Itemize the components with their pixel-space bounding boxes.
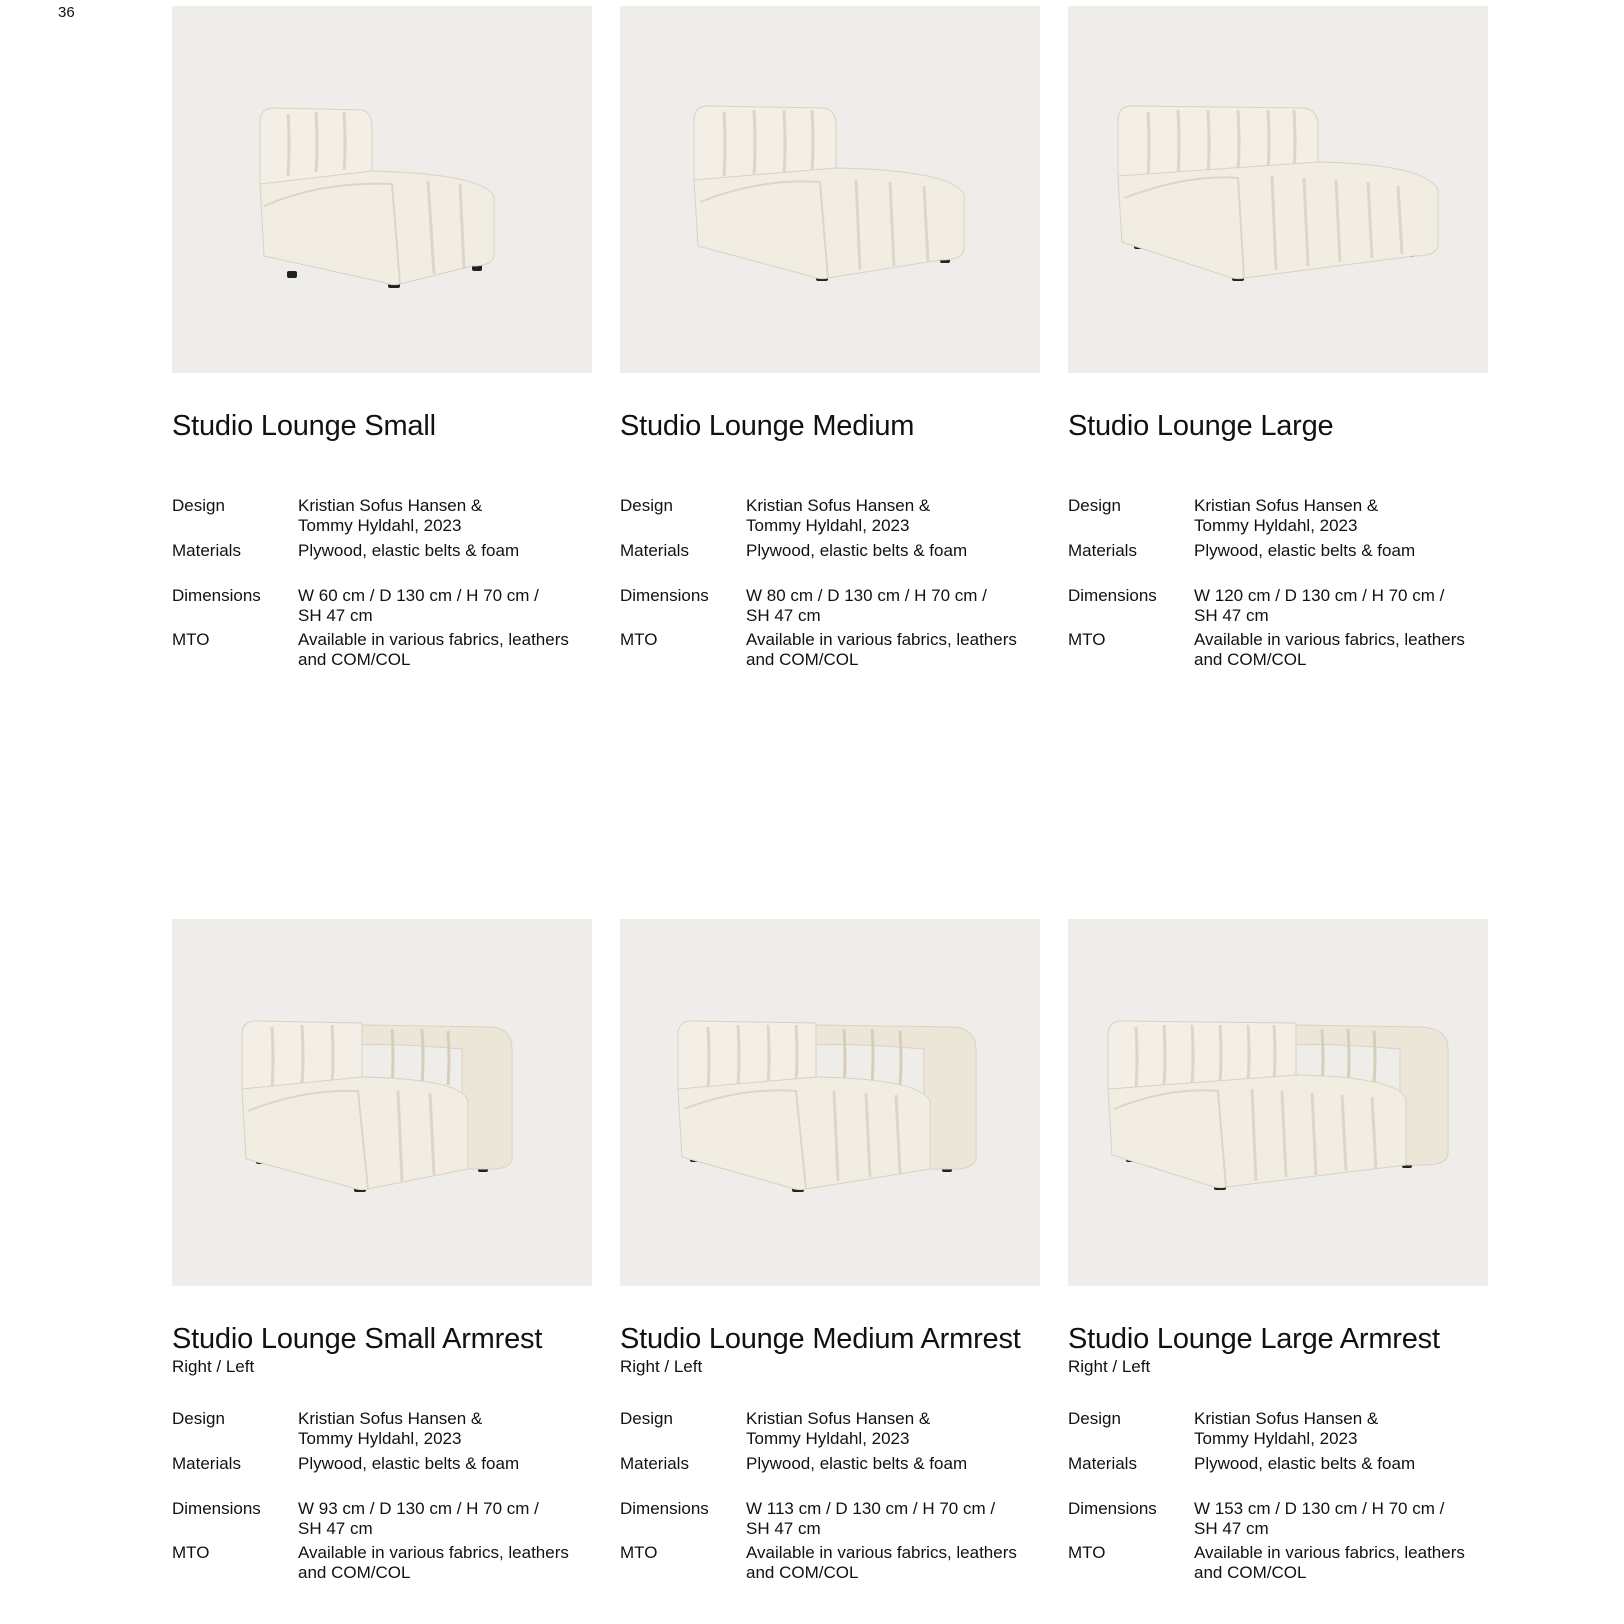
spec-label: Materials bbox=[1068, 541, 1137, 560]
product-title: Studio Lounge Small Armrest bbox=[172, 1323, 543, 1355]
spec-value: Kristian Sofus Hansen & Tommy Hyldahl, 2023 bbox=[298, 496, 483, 535]
product-title: Studio Lounge Large Armrest bbox=[1068, 1323, 1440, 1355]
spec-label: Dimensions bbox=[1068, 1499, 1157, 1518]
spec-value: Kristian Sofus Hansen & Tommy Hyldahl, 2023 bbox=[746, 1409, 931, 1448]
spec-value: Available in various fabrics, leathers and COM/COL bbox=[746, 630, 1017, 669]
page-number: 36 bbox=[58, 4, 75, 21]
spec-label: Dimensions bbox=[1068, 586, 1157, 605]
sofa-module-image bbox=[172, 919, 592, 1286]
spec-label: MTO bbox=[172, 630, 210, 649]
product-photo bbox=[1068, 6, 1488, 373]
spec-value: Plywood, elastic belts & foam bbox=[746, 1454, 968, 1473]
spec-label: Materials bbox=[620, 541, 689, 560]
spec-label: Materials bbox=[172, 1454, 241, 1473]
sofa-module-image bbox=[620, 6, 1040, 373]
spec-label: Materials bbox=[1068, 1454, 1137, 1473]
spec-label: MTO bbox=[1068, 1543, 1106, 1562]
spec-value: W 93 cm / D 130 cm / H 70 cm / SH 47 cm bbox=[298, 1499, 539, 1538]
spec-value: Plywood, elastic belts & foam bbox=[298, 541, 520, 560]
spec-value: W 153 cm / D 130 cm / H 70 cm / SH 47 cm bbox=[1194, 1499, 1445, 1538]
spec-label: Design bbox=[1068, 1409, 1121, 1428]
sofa-module-image bbox=[1068, 6, 1488, 373]
spec-label: Dimensions bbox=[620, 586, 709, 605]
sofa-module-image bbox=[1068, 919, 1488, 1286]
spec-value: Available in various fabrics, leathers and COM/COL bbox=[746, 1543, 1017, 1582]
sofa-module-image bbox=[620, 919, 1040, 1286]
spec-value: Kristian Sofus Hansen & Tommy Hyldahl, 2023 bbox=[1194, 496, 1379, 535]
spec-value: W 120 cm / D 130 cm / H 70 cm / SH 47 cm bbox=[1194, 586, 1445, 625]
spec-label: Design bbox=[1068, 496, 1121, 515]
spec-value: Available in various fabrics, leathers and COM/COL bbox=[298, 630, 569, 669]
spec-value: Available in various fabrics, leathers and COM/COL bbox=[1194, 630, 1465, 669]
spec-value: Plywood, elastic belts & foam bbox=[1194, 541, 1416, 560]
spec-label: Design bbox=[172, 496, 225, 515]
spec-value: Plywood, elastic belts & foam bbox=[298, 1454, 520, 1473]
spec-value: Plywood, elastic belts & foam bbox=[746, 541, 968, 560]
spec-value: W 113 cm / D 130 cm / H 70 cm / SH 47 cm bbox=[746, 1499, 996, 1538]
sofa-module-image bbox=[172, 6, 592, 373]
spec-label: Dimensions bbox=[172, 586, 261, 605]
spec-label: Design bbox=[620, 1409, 673, 1428]
product-photo bbox=[172, 6, 592, 373]
product-subtitle: Right / Left bbox=[620, 1357, 703, 1376]
spec-label: Dimensions bbox=[172, 1499, 261, 1518]
product-photo bbox=[620, 919, 1040, 1286]
spec-value: Plywood, elastic belts & foam bbox=[1194, 1454, 1416, 1473]
spec-label: Materials bbox=[620, 1454, 689, 1473]
spec-value: Kristian Sofus Hansen & Tommy Hyldahl, 2023 bbox=[746, 496, 931, 535]
spec-value: Kristian Sofus Hansen & Tommy Hyldahl, 2023 bbox=[298, 1409, 483, 1448]
spec-label: MTO bbox=[620, 1543, 658, 1562]
spec-label: MTO bbox=[172, 1543, 210, 1562]
product-title: Studio Lounge Large bbox=[1068, 410, 1334, 442]
spec-value: W 80 cm / D 130 cm / H 70 cm / SH 47 cm bbox=[746, 586, 987, 625]
spec-value: W 60 cm / D 130 cm / H 70 cm / SH 47 cm bbox=[298, 586, 539, 625]
spec-value: Available in various fabrics, leathers and COM/COL bbox=[298, 1543, 569, 1582]
product-photo bbox=[1068, 919, 1488, 1286]
spec-label: Dimensions bbox=[620, 1499, 709, 1518]
product-title: Studio Lounge Medium Armrest bbox=[620, 1323, 1021, 1355]
spec-label: Design bbox=[620, 496, 673, 515]
product-subtitle: Right / Left bbox=[1068, 1357, 1151, 1376]
spec-value: Kristian Sofus Hansen & Tommy Hyldahl, 2023 bbox=[1194, 1409, 1379, 1448]
product-photo bbox=[172, 919, 592, 1286]
spec-label: MTO bbox=[1068, 630, 1106, 649]
product-photo bbox=[620, 6, 1040, 373]
product-subtitle: Right / Left bbox=[172, 1357, 255, 1376]
spec-label: MTO bbox=[620, 630, 658, 649]
product-title: Studio Lounge Medium bbox=[620, 410, 915, 442]
spec-label: Materials bbox=[172, 541, 241, 560]
spec-value: Available in various fabrics, leathers and COM/COL bbox=[1194, 1543, 1465, 1582]
spec-label: Design bbox=[172, 1409, 225, 1428]
product-title: Studio Lounge Small bbox=[172, 410, 436, 442]
